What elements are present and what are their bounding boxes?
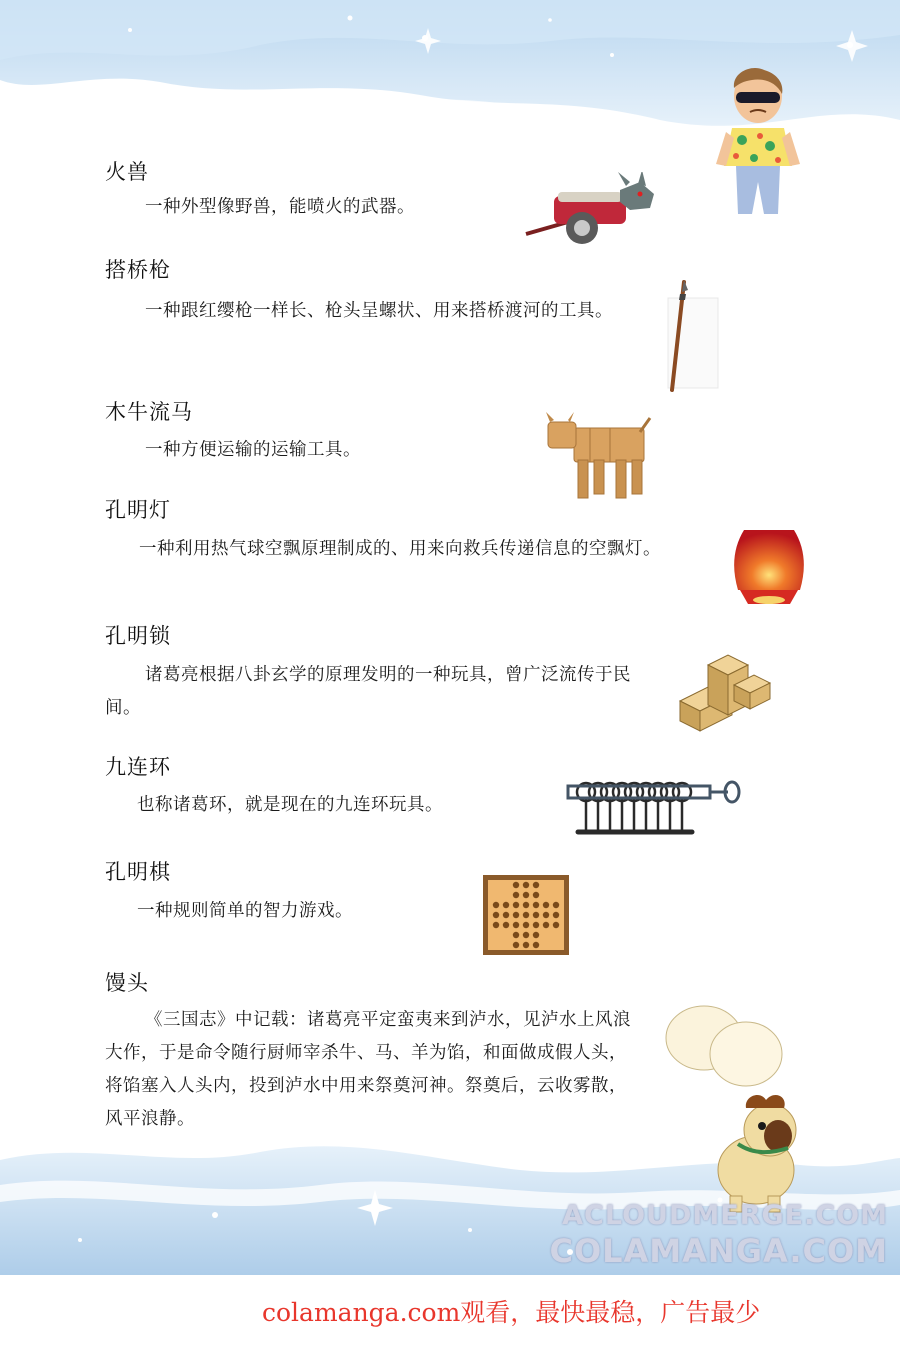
entry-description: 一种规则简单的智力游戏。 <box>137 901 353 921</box>
entry-title: 木牛流马 <box>105 400 193 424</box>
entry-description: 一种利用热气球空飘原理制成的、用来向救兵传递信息的空飘灯。 <box>139 539 661 559</box>
entry-title: 九连环 <box>105 755 171 779</box>
entry-description: 一种跟红缨枪一样长、枪头呈螺状、用来搭桥渡河的工具。 <box>145 301 613 321</box>
watermark-line-1: ACLOUDMERGE.COM <box>562 1200 888 1231</box>
entry-title: 孔明锁 <box>105 624 171 648</box>
entry-title: 孔明灯 <box>105 498 171 522</box>
entry-title: 搭桥枪 <box>105 258 171 282</box>
footer-promo-text[interactable]: colamanga.com观看，最快最稳，广告最少 <box>262 1298 761 1327</box>
entry-description: 一种外型像野兽，能喷火的武器。 <box>145 197 415 217</box>
entry-title: 火兽 <box>105 160 149 184</box>
footer <box>0 1275 900 1365</box>
watermark-line-2: COLAMANGA.COM <box>549 1232 888 1270</box>
entry-description: 《三国志》中记载：诸葛亮平定蛮夷来到泸水，见泸水上风浪大作，于是命令随行厨师宰杀牛、马、羊为馅，和面做成假人头，将馅塞入人头内，投到泸水中用来祭奠河神。祭奠后，云收雾散，风平浪静。 <box>105 1010 631 1129</box>
entry-description: 一种方便运输的运输工具。 <box>145 440 361 460</box>
entry-description: 也称诸葛环，就是现在的九连环玩具。 <box>137 795 443 815</box>
entry-title: 孔明棋 <box>105 860 171 884</box>
entry-description: 诸葛亮根据八卦玄学的原理发明的一种玩具，曾广泛流传于民间。 <box>105 665 631 718</box>
entry-title: 馒头 <box>105 971 149 995</box>
